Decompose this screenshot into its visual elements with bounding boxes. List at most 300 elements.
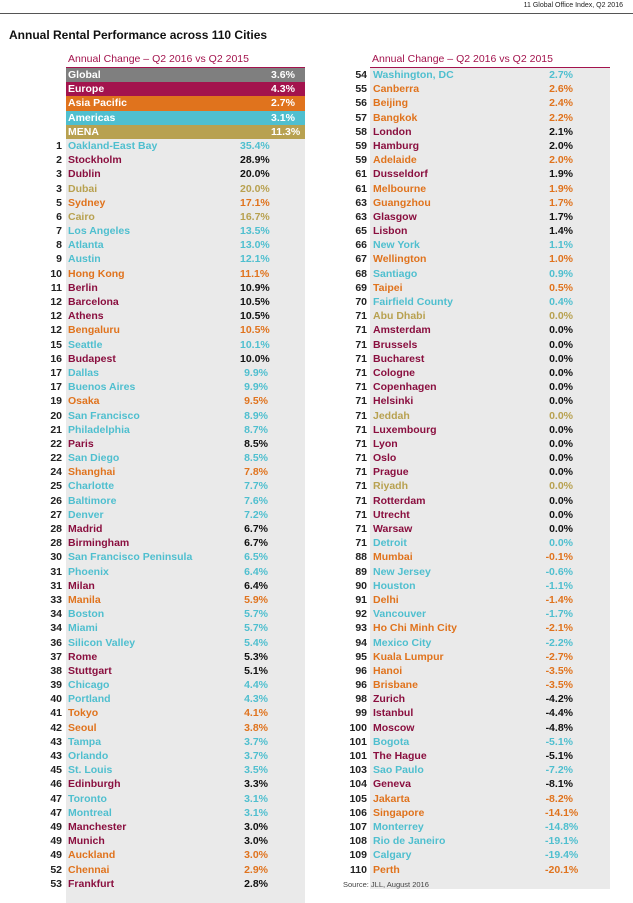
- table-row: [36, 267, 305, 281]
- table-heading: Annual Change – Q2 2016 vs Q2 2015: [370, 51, 610, 68]
- city-name: Jakarta: [373, 792, 410, 805]
- rental-change-value: -3.5%: [545, 679, 573, 692]
- city-name: Monterrey: [373, 820, 424, 833]
- table-row: [36, 295, 305, 309]
- table-row: [36, 252, 305, 266]
- city-name: Calgary: [373, 849, 412, 862]
- table-row: [341, 82, 610, 96]
- city-name: Miami: [68, 622, 98, 635]
- rental-change-value: 0.0%: [549, 409, 573, 422]
- city-name: Helsinki: [373, 395, 414, 408]
- rental-change-value: 0.9%: [549, 267, 573, 280]
- table-row: [341, 451, 610, 465]
- table-row: [341, 465, 610, 479]
- city-name: Mexico City: [373, 636, 432, 649]
- city-name: Abu Dhabi: [373, 310, 426, 323]
- city-name: Buenos Aires: [68, 381, 136, 394]
- rental-change-value: 0.0%: [549, 423, 573, 436]
- rental-change-value: 2.0%: [549, 139, 573, 152]
- city-name: Boston: [68, 608, 105, 621]
- rank-number: 95: [355, 650, 367, 663]
- table-row: [341, 848, 610, 862]
- rank-number: 8: [56, 239, 62, 252]
- rank-number: 105: [349, 792, 367, 805]
- rental-change-value: 5.4%: [244, 636, 268, 649]
- table-row: [341, 806, 610, 820]
- city-name: San Francisco Peninsula: [68, 551, 193, 564]
- rank-number: 106: [349, 806, 367, 819]
- table-row: [341, 565, 610, 579]
- rank-number: 109: [349, 849, 367, 862]
- rank-number: 10: [50, 267, 62, 280]
- rental-change-value: 0.0%: [549, 523, 573, 535]
- rental-change-value: 2.1%: [549, 125, 573, 138]
- rental-change-value: 11.1%: [240, 267, 270, 280]
- rank-number: 12: [50, 296, 62, 308]
- city-name: Melbourne: [373, 182, 427, 195]
- table-row: [36, 182, 305, 196]
- table-row: [341, 508, 610, 522]
- table-row: [36, 607, 305, 621]
- region-name: Americas: [68, 111, 116, 124]
- city-name: Tokyo: [68, 707, 99, 720]
- city-name: San Diego: [68, 452, 120, 465]
- rank-number: 2: [56, 154, 62, 167]
- rental-change-value: -14.8%: [545, 820, 579, 833]
- rental-change-value: 3.1%: [244, 792, 268, 805]
- table-row: [36, 749, 305, 763]
- rank-number: 38: [50, 664, 62, 677]
- rental-change-value: 6.7%: [244, 523, 268, 535]
- city-name: Bogota: [373, 735, 410, 748]
- rental-change-value: -14.1%: [545, 806, 579, 819]
- table-row: [36, 423, 305, 437]
- rank-number: 96: [355, 664, 367, 677]
- table-row: [341, 692, 610, 706]
- source-note: Source: JLL, August 2016: [343, 880, 429, 889]
- rank-number: 24: [50, 466, 62, 479]
- rental-change-value: 2.4%: [549, 97, 573, 110]
- city-name: Chennai: [68, 863, 110, 876]
- rank-number: 71: [355, 480, 367, 493]
- table-row: [341, 352, 610, 366]
- city-name: Detroit: [373, 537, 407, 550]
- rental-change-value: 0.4%: [549, 296, 573, 308]
- rank-number: 69: [355, 281, 367, 294]
- table-row: [36, 281, 305, 295]
- rental-change-value: -2.1%: [545, 622, 573, 635]
- city-name: Prague: [373, 466, 409, 479]
- rank-number: 63: [355, 210, 367, 223]
- rental-change-value: 3.7%: [244, 750, 268, 762]
- rank-number: 61: [355, 168, 367, 181]
- rank-number: 49: [50, 849, 62, 862]
- city-name: Warsaw: [373, 523, 413, 535]
- table-row: [341, 423, 610, 437]
- rental-change-value: 17.1%: [240, 196, 270, 209]
- rental-change-value: 2.6%: [549, 83, 573, 96]
- table-row: [36, 465, 305, 479]
- city-name: Birmingham: [68, 537, 130, 550]
- table-row: [36, 479, 305, 493]
- city-name: Sao Paulo: [373, 764, 424, 777]
- rental-change-value: -1.1%: [545, 579, 573, 592]
- rank-number: 71: [355, 423, 367, 436]
- region-name: Europe: [68, 83, 105, 96]
- rank-number: 49: [50, 820, 62, 833]
- region-value: 2.7%: [271, 97, 295, 110]
- rental-change-value: 0.0%: [549, 466, 573, 479]
- city-name: Rome: [68, 650, 98, 663]
- rank-number: 22: [50, 452, 62, 465]
- rank-number: 71: [355, 537, 367, 550]
- city-name: Stockholm: [68, 154, 122, 167]
- table-row: [341, 522, 610, 536]
- rental-change-value: 10.1%: [240, 338, 270, 351]
- rank-number: 70: [355, 296, 367, 308]
- rank-number: 12: [50, 324, 62, 337]
- rental-change-value: -19.1%: [545, 835, 579, 848]
- city-name: Riyadh: [373, 480, 409, 493]
- page-header: [0, 0, 633, 14]
- city-name: Toronto: [68, 792, 107, 805]
- table-row: [36, 522, 305, 536]
- rental-change-value: -4.2%: [545, 693, 573, 706]
- rank-number: 17: [50, 366, 62, 379]
- table-row: [36, 437, 305, 451]
- city-name: Lyon: [373, 437, 398, 450]
- city-name: Glasgow: [373, 210, 417, 223]
- city-name: Utrecht: [373, 508, 410, 521]
- ranking-table-left: [36, 51, 305, 903]
- rental-change-value: 0.0%: [549, 352, 573, 365]
- rental-change-value: 12.1%: [240, 253, 270, 266]
- rental-change-value: 1.9%: [549, 182, 573, 195]
- rental-change-value: 0.0%: [549, 480, 573, 493]
- table-row: [341, 749, 610, 763]
- rental-change-value: -1.4%: [545, 593, 573, 606]
- rental-change-value: -5.1%: [545, 750, 573, 762]
- table-row: [36, 210, 305, 224]
- city-name: New York: [373, 239, 420, 252]
- rank-number: 71: [355, 508, 367, 521]
- table-row: [341, 792, 610, 806]
- city-name: St. Louis: [68, 764, 113, 777]
- rank-number: 53: [50, 877, 62, 890]
- table-row: [36, 338, 305, 352]
- region-value: 3.1%: [271, 111, 295, 124]
- rental-change-value: 5.9%: [244, 593, 268, 606]
- rental-change-value: 2.2%: [549, 111, 573, 124]
- table-row: [36, 196, 305, 210]
- rank-number: 107: [349, 820, 367, 833]
- city-name: Atlanta: [68, 239, 104, 252]
- city-name: Seattle: [68, 338, 103, 351]
- rental-change-value: 9.5%: [244, 395, 268, 408]
- city-name: Stuttgart: [68, 664, 112, 677]
- table-row: [36, 550, 305, 564]
- city-name: Dallas: [68, 366, 99, 379]
- table-row: [341, 295, 610, 309]
- table-row: [36, 863, 305, 877]
- table-row: [341, 338, 610, 352]
- table-row: [341, 167, 610, 181]
- rank-number: 42: [50, 721, 62, 734]
- city-name: Athens: [68, 310, 104, 323]
- table-row: [36, 678, 305, 692]
- rank-number: 98: [355, 693, 367, 706]
- rental-change-value: 3.0%: [244, 835, 268, 848]
- city-name: Bangkok: [373, 111, 418, 124]
- rental-change-value: 1.0%: [549, 253, 573, 266]
- rank-number: 71: [355, 437, 367, 450]
- rank-number: 71: [355, 324, 367, 337]
- rental-change-value: 1.4%: [549, 225, 573, 238]
- rank-number: 17: [50, 381, 62, 394]
- rank-number: 43: [50, 735, 62, 748]
- table-row: [341, 182, 610, 196]
- rank-number: 20: [50, 409, 62, 422]
- table-row: [36, 153, 305, 167]
- city-name: Silicon Valley: [68, 636, 136, 649]
- city-name: Bengaluru: [68, 324, 120, 337]
- city-name: Ho Chi Minh City: [373, 622, 457, 635]
- rank-number: 58: [355, 125, 367, 138]
- rental-change-value: 0.0%: [549, 508, 573, 521]
- rental-change-value: 0.0%: [549, 395, 573, 408]
- rental-change-value: 16.7%: [240, 210, 270, 223]
- region-name: Global: [68, 69, 101, 81]
- table-row: [341, 678, 610, 692]
- table-row: [36, 380, 305, 394]
- table-row: [36, 224, 305, 238]
- city-name: Austin: [68, 253, 101, 266]
- rank-number: 71: [355, 452, 367, 465]
- rental-change-value: 3.7%: [244, 735, 268, 748]
- rental-change-value: -7.2%: [545, 764, 573, 777]
- city-name: Hamburg: [373, 139, 420, 152]
- city-name: Dublin: [68, 168, 101, 181]
- rank-number: 71: [355, 352, 367, 365]
- table-row: [36, 508, 305, 522]
- city-name: Perth: [373, 863, 400, 876]
- rental-change-value: 2.9%: [244, 863, 268, 876]
- table-row: [341, 210, 610, 224]
- table-row: [341, 593, 610, 607]
- table-row: [36, 494, 305, 508]
- city-name: Auckland: [68, 849, 116, 862]
- rank-number: 22: [50, 437, 62, 450]
- rank-number: 34: [50, 608, 62, 621]
- city-name: Bucharest: [373, 352, 425, 365]
- rank-number: 71: [355, 494, 367, 507]
- region-value: 11.3%: [271, 125, 301, 138]
- rank-number: 65: [355, 225, 367, 238]
- city-list-left: [36, 139, 305, 891]
- rental-change-value: 0.0%: [549, 537, 573, 550]
- rental-change-value: 10.5%: [240, 310, 270, 323]
- city-name: Vancouver: [373, 608, 427, 621]
- table-row: [341, 621, 610, 635]
- rank-number: 52: [50, 863, 62, 876]
- rental-change-value: 10.9%: [240, 281, 270, 294]
- table-row: [341, 366, 610, 380]
- city-name: Paris: [68, 437, 94, 450]
- rental-change-value: 0.0%: [549, 452, 573, 465]
- table-row: [341, 323, 610, 337]
- city-name: San Francisco: [68, 409, 140, 422]
- rank-number: 47: [50, 806, 62, 819]
- table-row: [36, 706, 305, 720]
- rank-number: 99: [355, 707, 367, 720]
- table-row: [36, 692, 305, 706]
- rank-number: 88: [355, 551, 367, 564]
- rental-change-value: 1.7%: [549, 196, 573, 209]
- rank-number: 71: [355, 338, 367, 351]
- city-name: Fairfield County: [373, 296, 453, 308]
- city-name: Hong Kong: [68, 267, 125, 280]
- city-name: Charlotte: [68, 480, 115, 493]
- rank-number: 103: [349, 764, 367, 777]
- rank-number: 104: [349, 778, 367, 791]
- table-row: [341, 579, 610, 593]
- table-row: [341, 224, 610, 238]
- rental-change-value: 6.4%: [244, 565, 268, 578]
- rental-change-value: 2.7%: [549, 69, 573, 81]
- rental-change-value: -0.6%: [545, 565, 573, 578]
- city-name: Manila: [68, 593, 101, 606]
- rank-number: 19: [50, 395, 62, 408]
- table-row: [36, 409, 305, 423]
- city-name: Geneva: [373, 778, 411, 791]
- city-name: Dusseldorf: [373, 168, 428, 181]
- city-name: London: [373, 125, 412, 138]
- table-row: [36, 650, 305, 664]
- rank-number: 46: [50, 778, 62, 791]
- city-name: The Hague: [373, 750, 427, 762]
- rank-number: 100: [349, 721, 367, 734]
- rental-change-value: 13.0%: [240, 239, 270, 252]
- city-name: Jeddah: [373, 409, 410, 422]
- region-summary-row: [66, 68, 305, 82]
- table-row: [36, 593, 305, 607]
- table-row: [341, 550, 610, 564]
- city-name: Philadelphia: [68, 423, 130, 436]
- table-row: [36, 877, 305, 891]
- rental-change-value: 8.5%: [244, 437, 268, 450]
- table-row: [36, 352, 305, 366]
- rank-number: 108: [349, 835, 367, 848]
- rental-change-value: 9.9%: [244, 381, 268, 394]
- rank-number: 37: [50, 650, 62, 663]
- page-title: Annual Rental Performance across 110 Cities: [9, 28, 268, 42]
- rental-change-value: 7.2%: [244, 508, 268, 521]
- table-row: [36, 621, 305, 635]
- table-row: [341, 636, 610, 650]
- table-row: [341, 281, 610, 295]
- city-name: Manchester: [68, 820, 127, 833]
- city-name: Montreal: [68, 806, 112, 819]
- table-row: [341, 721, 610, 735]
- rental-change-value: 4.4%: [244, 679, 268, 692]
- rank-number: 3: [56, 182, 62, 195]
- rank-number: 15: [50, 338, 62, 351]
- rental-change-value: 0.0%: [549, 381, 573, 394]
- rental-change-value: 3.8%: [244, 721, 268, 734]
- rank-number: 61: [355, 182, 367, 195]
- rental-change-value: 0.0%: [549, 437, 573, 450]
- rental-change-value: 5.7%: [244, 608, 268, 621]
- rental-change-value: 10.5%: [240, 324, 270, 337]
- rental-change-value: 3.0%: [244, 849, 268, 862]
- region-summary-row: [66, 111, 305, 125]
- city-name: Phoenix: [68, 565, 109, 578]
- rank-number: 93: [355, 622, 367, 635]
- rank-number: 5: [56, 196, 62, 209]
- table-row: [341, 834, 610, 848]
- city-name: Canberra: [373, 83, 420, 96]
- table-row: [341, 252, 610, 266]
- ranking-table-right: [341, 51, 610, 889]
- city-name: Denver: [68, 508, 104, 521]
- city-name: Edinburgh: [68, 778, 121, 791]
- table-row: [341, 650, 610, 664]
- rank-number: 40: [50, 693, 62, 706]
- city-name: Zurich: [373, 693, 406, 706]
- table-row: [36, 721, 305, 735]
- city-name: Istanbul: [373, 707, 414, 720]
- rental-change-value: 1.9%: [549, 168, 573, 181]
- rank-number: 33: [50, 593, 62, 606]
- city-name: Cairo: [68, 210, 95, 223]
- rental-change-value: 20.0%: [240, 182, 270, 195]
- table-row: [36, 848, 305, 862]
- city-name: Luxembourg: [373, 423, 437, 436]
- rank-number: 91: [355, 593, 367, 606]
- rental-change-value: 3.3%: [244, 778, 268, 791]
- rental-change-value: 3.5%: [244, 764, 268, 777]
- table-row: [341, 664, 610, 678]
- city-name: Tampa: [68, 735, 102, 748]
- regional-summary: [36, 68, 305, 139]
- table-row: [341, 196, 610, 210]
- rank-number: 28: [50, 537, 62, 550]
- rank-number: 89: [355, 565, 367, 578]
- table-row: [36, 792, 305, 806]
- rank-number: 63: [355, 196, 367, 209]
- rank-number: 25: [50, 480, 62, 493]
- city-name: Berlin: [68, 281, 98, 294]
- rank-number: 110: [350, 863, 367, 876]
- rental-change-value: 5.3%: [244, 650, 268, 663]
- city-name: Shanghai: [68, 466, 116, 479]
- rental-change-value: 9.9%: [244, 366, 268, 379]
- city-name: Guangzhou: [373, 196, 431, 209]
- rental-change-value: 2.0%: [549, 154, 573, 167]
- rank-number: 31: [50, 565, 62, 578]
- rank-number: 43: [50, 750, 62, 762]
- city-name: Delhi: [373, 593, 399, 606]
- rank-number: 90: [355, 579, 367, 592]
- rank-number: 41: [50, 707, 62, 720]
- rank-number: 71: [355, 310, 367, 323]
- rank-number: 101: [349, 735, 367, 748]
- table-row: [36, 806, 305, 820]
- table-row: [36, 664, 305, 678]
- city-name: Sydney: [68, 196, 106, 209]
- city-name: Frankfurt: [68, 877, 115, 890]
- table-row: [341, 437, 610, 451]
